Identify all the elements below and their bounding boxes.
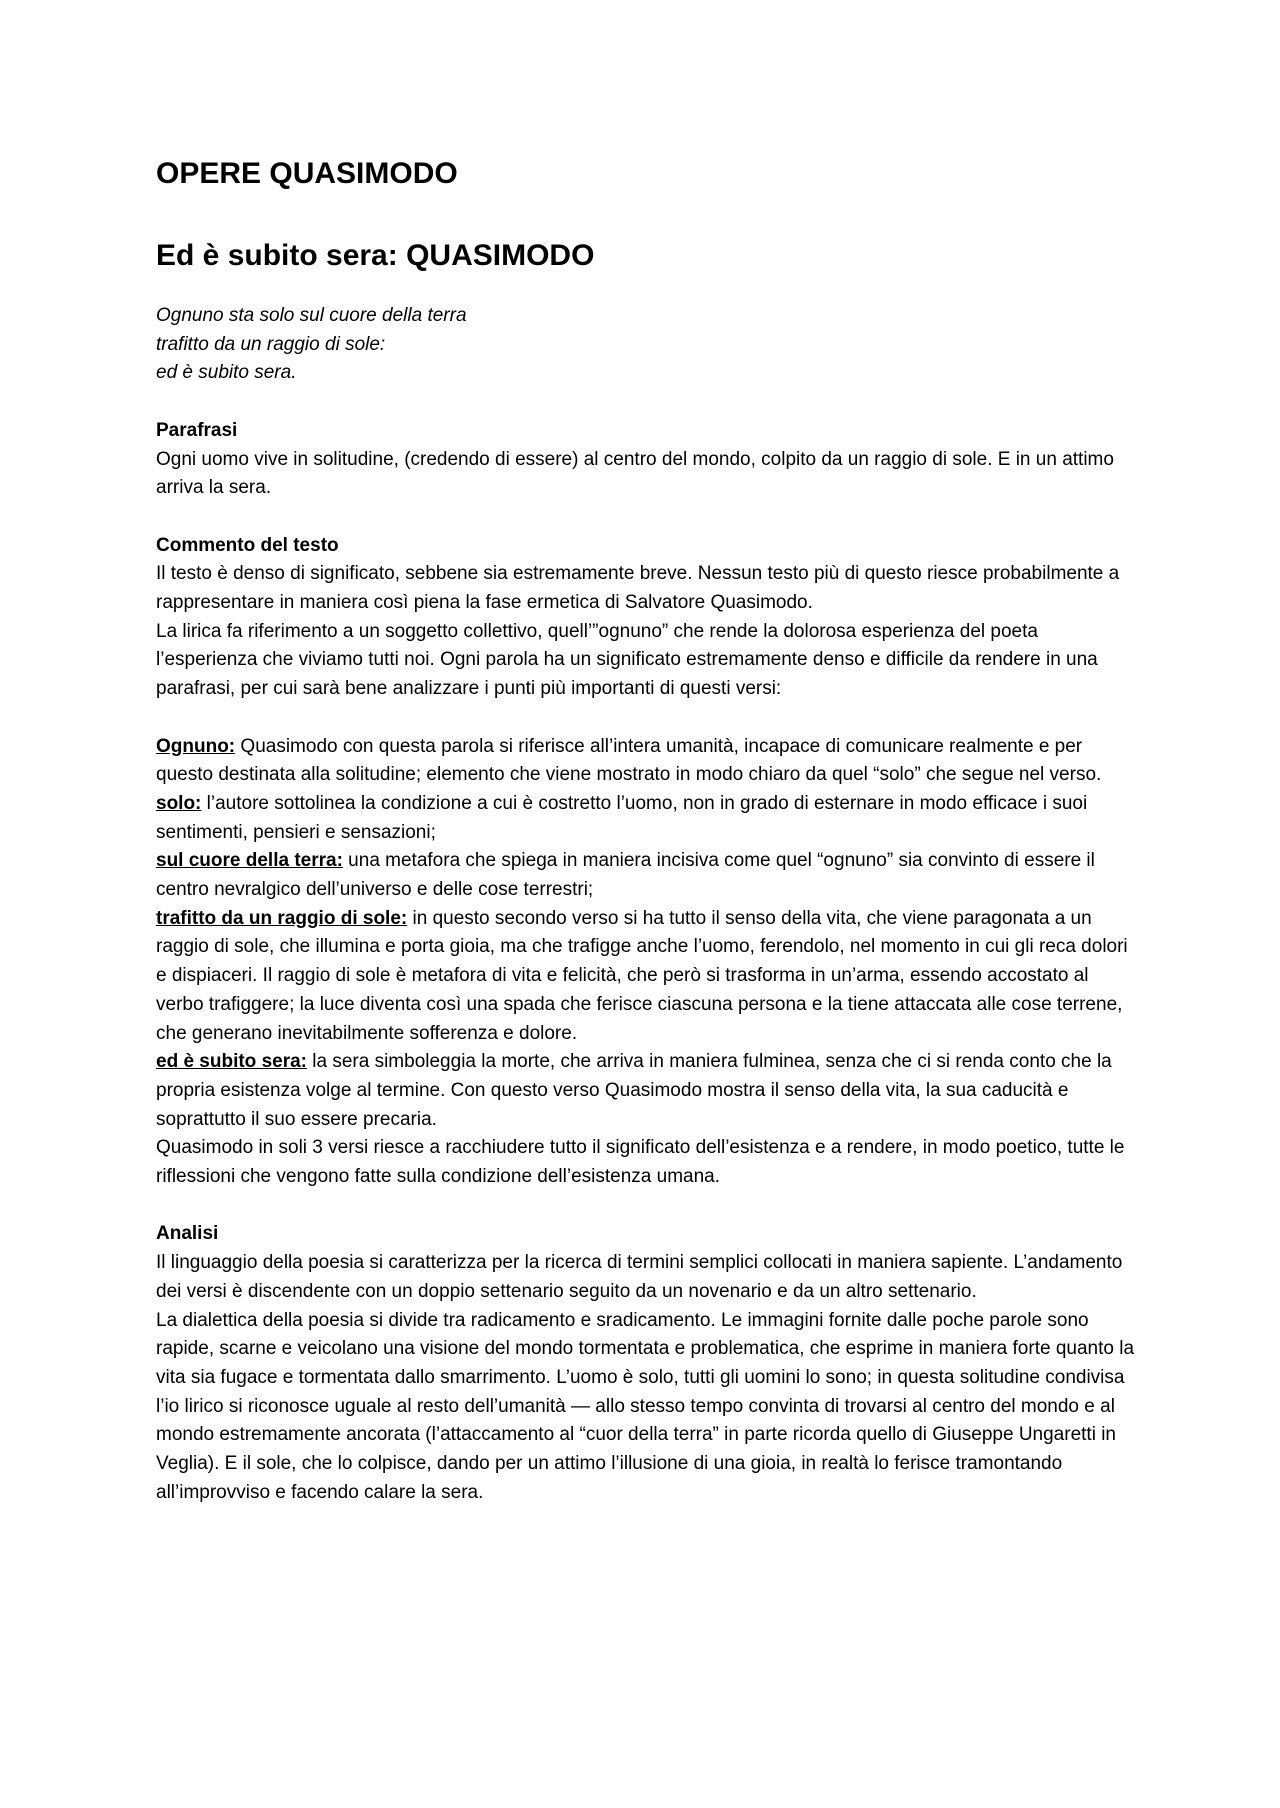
term-text: Quasimodo con questa parola si riferisce all’intera umanità, incapace di comunicare realmente e per questo destinata alla solitudine; elemento che viene mostrato in modo chiaro da quel “solo” che segue nel verso. xyxy=(156,735,1102,786)
term-label: sul cuore della terra: xyxy=(156,850,343,872)
poem-line: ed è subito sera. xyxy=(156,362,297,384)
poem-text xyxy=(156,302,1136,388)
commento-paragraph: Il testo è denso di significato, sebbene sia estremamente breve. Nessun testo più di questo riesce probabilmente a rappresentare in maniera così piena la fase ermetica di Salvatore Quasimodo. xyxy=(156,563,1120,613)
term-text: in questo secondo verso si ha tutto il senso della vita, che viene paragonata a un raggio di sole, che illumina e porta gioia, ma che trafigge anche l’uomo, ferendolo, nel momento in cui gli reca dolori e dispiaceri. Il raggio di sole è metafora di vita e felicità, che però si trasforma in un’arma, essendo accostato al verbo trafiggere; la luce diventa così una spada che ferisce ciascuna persona e la tiene attaccata alle cose terrene, che generano inevitabilmente sofferenza e dolore. xyxy=(156,907,1128,1044)
term-label: solo: xyxy=(156,792,202,814)
poem-line: trafitto da un raggio di sole: xyxy=(156,333,386,355)
document-page xyxy=(156,152,1136,1507)
term-label: trafitto da un raggio di sole: xyxy=(156,907,408,929)
term-label: ed è subito sera: xyxy=(156,1051,307,1073)
commento-paragraph: La lirica fa riferimento a un soggetto collettivo, quell’”ognuno” che rende la dolorosa esperienza del poeta l’esperienza che viviamo tutti noi. Ogni parola ha un significato estremamente denso e difficile da rendere in una parafrasi, per cui sarà bene analizzare i punti più importanti di questi versi: xyxy=(156,620,1098,700)
term-text: l’autore sottolinea la condizione a cui è costretto l’uomo, non in grado di esternare in modo efficace i suoi sentimenti, pensieri e sensazioni; xyxy=(156,792,1088,843)
term-entry xyxy=(156,790,1136,847)
term-entry xyxy=(156,905,1136,1049)
parafrasi-text: Ogni uomo vive in solitudine, (credendo di essere) al centro del mondo, colpito da un raggio di sole. E in un attimo arriva la sera. xyxy=(156,448,1114,499)
parafrasi-heading: Parafrasi xyxy=(156,419,238,441)
commento-paragraph: Quasimodo in soli 3 versi riesce a racchiudere tutto il significato dell’esistenza e a rendere, in modo poetico, tutte le riflessioni che vengono fatte sulla condizione dell’esistenza umana. xyxy=(156,1137,1125,1188)
term-text: la sera simboleggia la morte, che arriva in maniera fulminea, senza che ci si renda conto che la propria esistenza volge al termine. Con questo verso Quasimodo mostra il senso della vita, la sua caducità e soprattutto il suo essere precaria. xyxy=(156,1051,1112,1130)
term-entry xyxy=(156,733,1136,790)
document-title: OPERE QUASIMODO xyxy=(156,157,458,190)
analisi-paragraph: La dialettica della poesia si divide tra radicamento e sradicamento. Le immagini fornite dalle poche parole sono rapide, scarne e veicolano una visione del mondo tormentata e problematica, che esprime in maniera forte quanto la vita sia fugace e tormentata dallo smarrimento. L’uomo è solo, tutti gli uomini lo sono; in questa solitudine condivisa l’io lirico si riconosce uguale al resto dell’umanità — allo stesso tempo convinta di trovarsi al centro del mondo e al mondo estremamente ancorata (l’attaccamento al “cuor della terra” in parte ricorda quello di Giuseppe Ungaretti in Veglia). E il sole, che lo colpisce, dando per un attimo l’illusione di una gioia, in realtà lo ferisce tramontando all’improvviso e facendo calare la sera. xyxy=(156,1309,1135,1503)
paragraph-spacer xyxy=(156,704,1136,733)
poem-title: Ed è subito sera: QUASIMODO xyxy=(156,239,595,272)
poem-line: Ognuno sta solo sul cuore della terra xyxy=(156,305,467,326)
analisi-paragraph: Il linguaggio della poesia si caratterizza per la ricerca di termini semplici collocati in maniera sapiente. L’andamento dei versi è discendente con un doppio settenario seguito da un novenario e da un altro settenario. xyxy=(156,1252,1123,1302)
term-entry xyxy=(156,1048,1136,1134)
term-label: Ognuno: xyxy=(156,735,236,757)
commento-heading: Commento del testo xyxy=(156,534,339,556)
term-text: una metafora che spiega in maniera incisiva come quel “ognuno” sia convinto di essere il centro nevralgico dell’universo e delle cose terrestri; xyxy=(156,850,1095,901)
analisi-heading: Analisi xyxy=(156,1223,219,1245)
term-entry xyxy=(156,847,1136,904)
